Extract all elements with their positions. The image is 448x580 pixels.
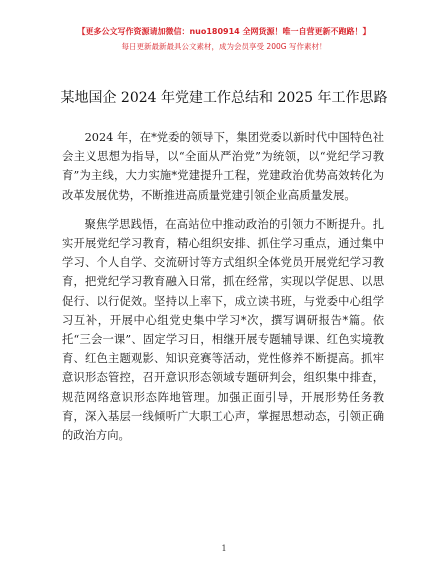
paragraph-political-leadership: 聚焦学思践悟，在高站位中推动政治的引领力不断提升。扎实开展党纪学习教育，精心组织安排、抓住学习重点，通过集中学习、个人自学、交流研讨等方式组织全体党员开展党纪学习教育，把党纪学习教育融入日常，抓在经常，实现以学促思、以思促行、以行促效。坚持以上率下，成立读书班，与党委中心组学习互补，开展中心组党史集中学习*次，撰写调研报告*篇。依托“三会一课”、固定学习日，相继开展专题辅导课、红色实境教育、红色主题观影、知识竞赛等活动，党性修养不断提高。抓牢意识形态管控，召开意识形态领域专题研判会，组织集中排查，规范网络意识形态阵地管理。加强正面引导，开展形势任务教育，深入基层一线倾听广大职工心声，掌握思想动态，引领正确的政治方向。 <box>62 217 384 443</box>
promo-line-1: 【更多公文写作资源请加微信：nuo180914 全网货源！唯一自营更新不跑路！】 <box>77 27 371 36</box>
page-number: 1 <box>221 544 227 553</box>
promo-line-2: 每日更新最新最具公文素材，成为会员享受 200G 写作素材！ <box>121 42 327 51</box>
document-body <box>62 128 384 445</box>
paragraph-intro: 2024 年，在*党委的领导下，集团党委以新时代中国特色社会主义思想为指导，以“全面从严治党”为统领，以“党纪学习教育”为主线，大力实施*党建提升工程，党建政治优势高效转化为改革发展优势，不断推进高质量党建引领企业高质量发展。 <box>62 131 384 202</box>
document-title: 某地国企 2024 年党建工作总结和 2025 年工作思路 <box>60 90 388 106</box>
promo-banner <box>0 26 448 53</box>
